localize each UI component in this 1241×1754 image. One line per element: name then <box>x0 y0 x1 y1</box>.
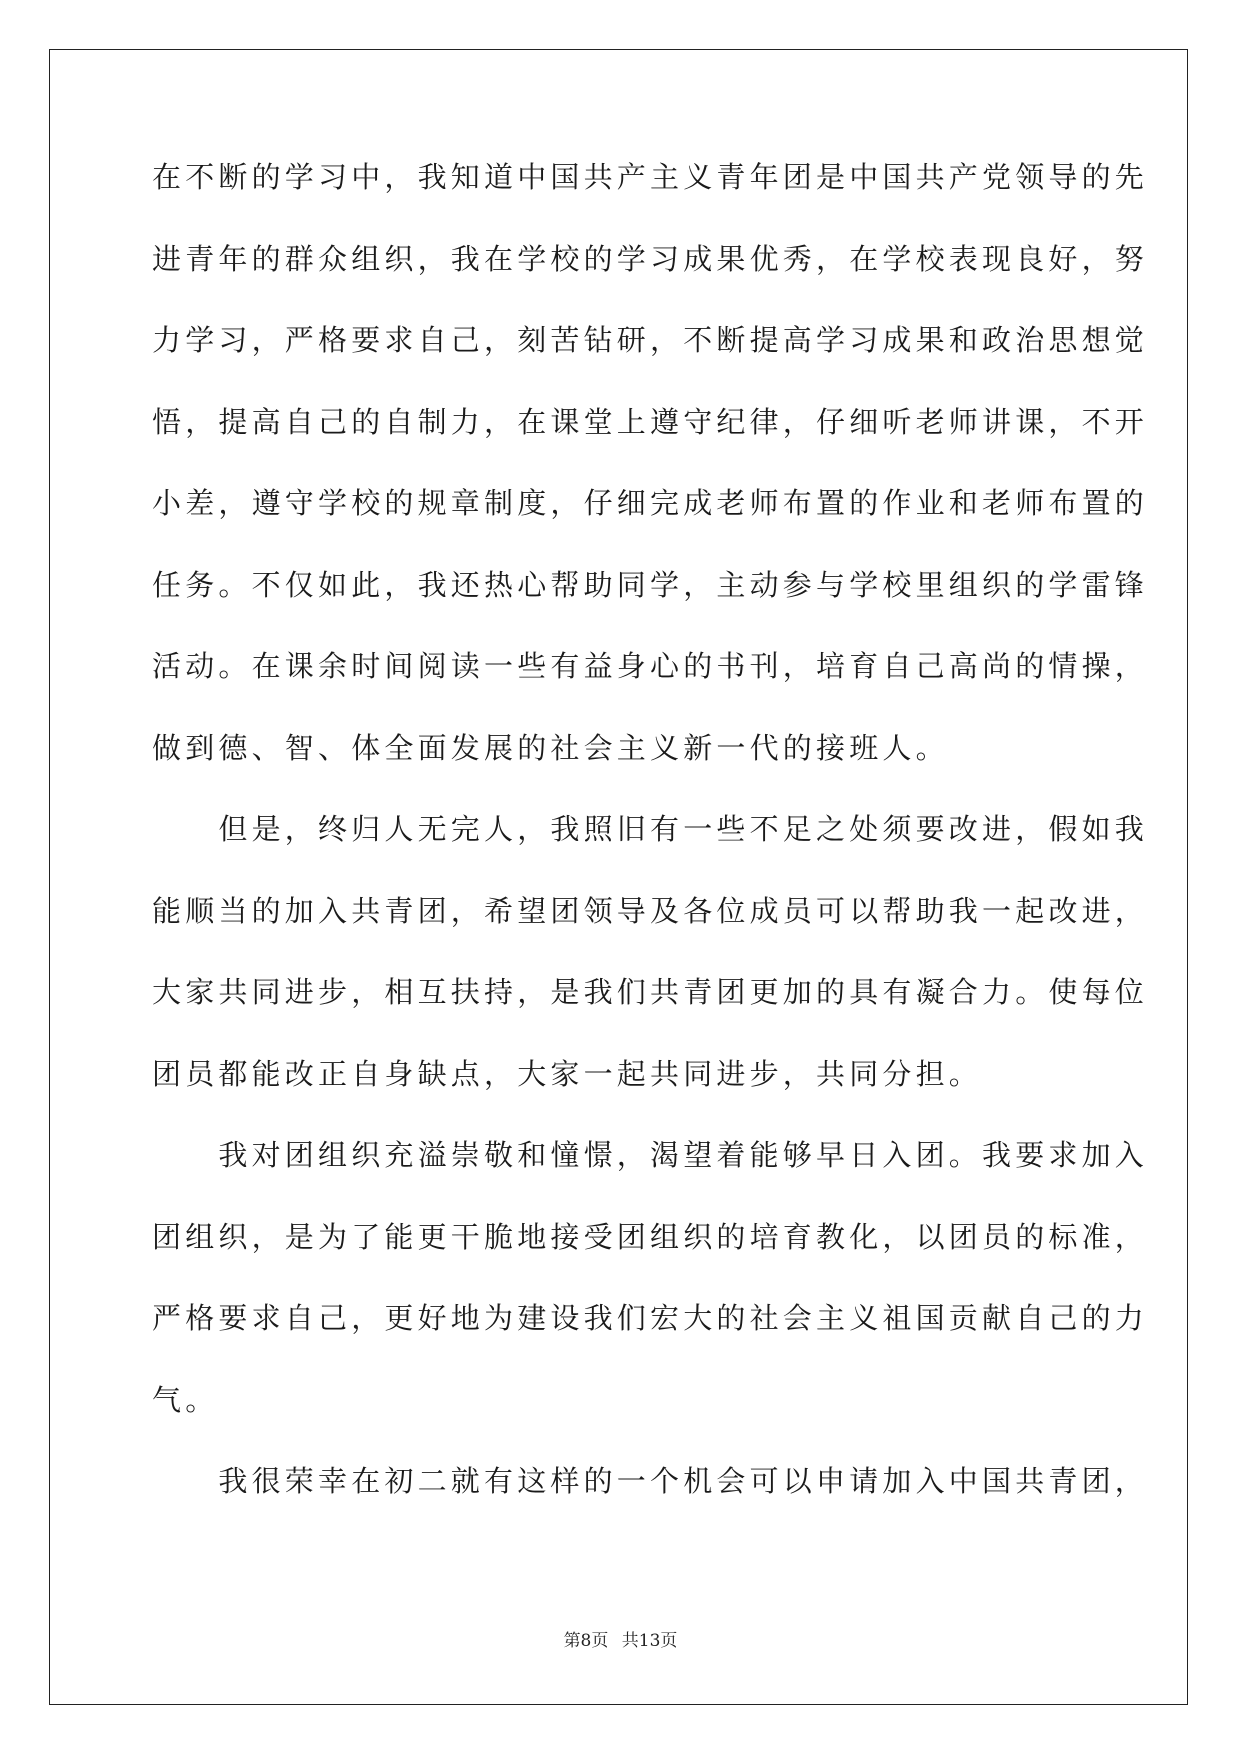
text-line: 活动。在课余时间阅读一些有益身心的书刊，培育自己高尚的情操， <box>152 649 1149 683</box>
page-footer <box>0 1626 1241 1651</box>
document-body <box>152 158 1149 1544</box>
text-line: 气。 <box>152 1382 219 1417</box>
page-number-current: 第8页 <box>563 1631 609 1651</box>
text-line: 在不断的学习中，我知道中国共产主义青年团是中国共产党领导的先 <box>152 160 1149 194</box>
text-line: 团员都能改正自身缺点，大家一起共同进步，共同分担。 <box>152 1056 983 1091</box>
text-line: 进青年的群众组织，我在学校的学习成果优秀，在学校表现良好，努 <box>152 241 1149 276</box>
text-line: 大家共同进步，相互扶持，是我们共青团更加的具有凝合力。使每位 <box>152 975 1149 1009</box>
text-line: 但是，终归人无完人，我照旧有一些不足之处须要改进，假如我 <box>152 812 1149 846</box>
text-line: 严格要求自己，更好地为建设我们宏大的社会主义祖国贡献自己的力 <box>152 1301 1149 1335</box>
text-line: 做到德、智、体全面发展的社会主义新一代的接班人。 <box>152 730 949 765</box>
text-line: 任务。不仅如此，我还热心帮助同学，主动参与学校里组织的学雷锋 <box>152 567 1149 602</box>
text-line: 悟，提高自己的自制力，在课堂上遵守纪律，仔细听老师讲课，不开 <box>152 404 1149 439</box>
text-line: 我对团组织充溢崇敬和憧憬，渴望着能够早日入团。我要求加入 <box>152 1138 1149 1172</box>
text-line: 力学习，严格要求自己，刻苦钻研，不断提高学习成果和政治思想觉 <box>152 323 1149 357</box>
text-line: 我很荣幸在初二就有这样的一个机会可以申请加入中国共青团， <box>152 1464 1149 1498</box>
text-line: 团组织，是为了能更干脆地接受团组织的培育教化，以团员的标准， <box>152 1219 1149 1254</box>
text-line: 小差，遵守学校的规章制度，仔细完成老师布置的作业和老师布置的 <box>152 486 1149 520</box>
text-line: 能顺当的加入共青团，希望团领导及各位成员可以帮助我一起改进， <box>152 893 1149 928</box>
page-number-total: 共13页 <box>621 1631 678 1651</box>
